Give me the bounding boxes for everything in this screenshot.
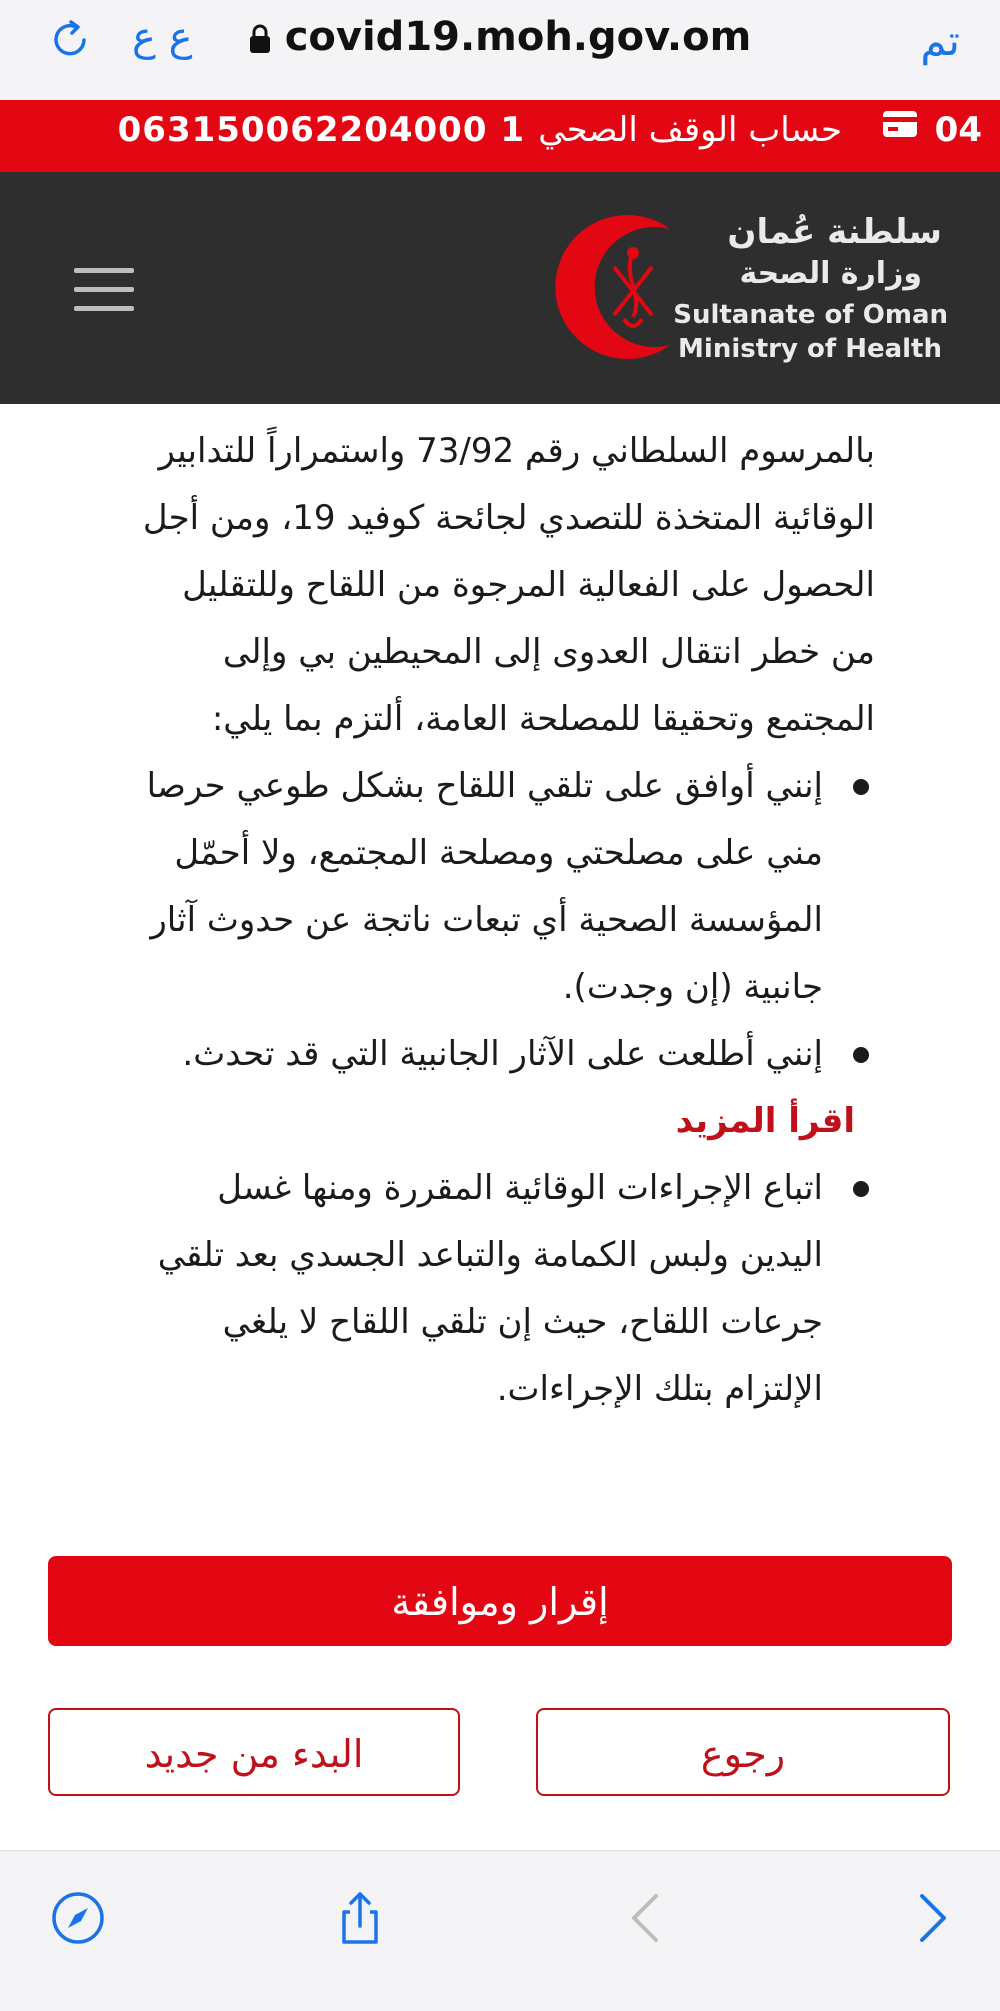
logo-arabic-line1: سلطنة عُمان xyxy=(727,212,942,252)
browser-toolbar xyxy=(0,1850,1000,2011)
restart-button[interactable]: البدء من جديد xyxy=(48,1708,460,1796)
hamburger-menu-icon[interactable] xyxy=(74,268,134,312)
consent-bullet: إنني أوافق على تلقي اللقاح بشكل طوعي حرصا مني على مصلحتي ومصلحة المجتمع، ولا أحمّل المؤسسة الصحية أي تبعات ناتجة عن حدوث آثار جانبية (إن وجدت). xyxy=(130,753,823,1021)
url-text: covid19.moh.gov.om xyxy=(284,14,752,60)
consent-list xyxy=(130,753,875,1088)
compass-icon[interactable] xyxy=(50,1890,106,1946)
agree-button[interactable]: إقرار وموافقة xyxy=(48,1556,952,1646)
consent-bullet: اتباع الإجراءات الوقائية المقررة ومنها غسل اليدين ولبس الكمامة والتباعد الجسدي بعد تلقي جرعات اللقاح، حيث إن تلقي اللقاح لا يلغي الإلتزام بتلك الإجراءات. xyxy=(130,1155,823,1423)
consent-bullet: إنني أطلعت على الآثار الجانبية التي قد تحدث. xyxy=(130,1021,823,1088)
chevron-left-icon[interactable] xyxy=(620,1890,676,1946)
account-number: 063150062204000 1 xyxy=(117,110,525,150)
url-field[interactable] xyxy=(0,14,1000,60)
account-bar xyxy=(0,100,1000,172)
card-icon xyxy=(882,110,918,138)
consent-text xyxy=(130,418,875,1423)
lock-icon xyxy=(249,24,271,54)
account-label: حساب الوقف الصحي xyxy=(538,110,842,150)
logo-arabic-line2: وزارة الصحة xyxy=(739,256,922,291)
consent-list xyxy=(130,1155,875,1423)
consent-intro: بالمرسوم السلطاني رقم 73/92 واستمراراً للتدابير الوقائية المتخذة للتصدي لجائحة كوفيد 19، ومن أجل الحصول على الفعالية المرجوة من اللقاح وللتقليل من خطر انتقال العدوى إلى المحيطين بي وإلى المجتمع وتحقيقا للمصلحة العامة، ألتزم بما يلي: xyxy=(142,431,875,739)
text-size-button[interactable]: ع ع xyxy=(132,14,193,60)
logo-english-line2: Ministry of Health xyxy=(678,334,942,364)
chevron-right-icon[interactable] xyxy=(902,1890,958,1946)
share-icon[interactable] xyxy=(332,1890,388,1946)
logo-english-line1: Sultanate of Oman xyxy=(673,300,948,330)
account-count: 04 xyxy=(934,110,982,150)
read-more-link[interactable]: اقرأ المزيد xyxy=(675,1101,855,1141)
done-button[interactable]: تم xyxy=(920,16,960,65)
back-button[interactable]: رجوع xyxy=(536,1708,950,1796)
